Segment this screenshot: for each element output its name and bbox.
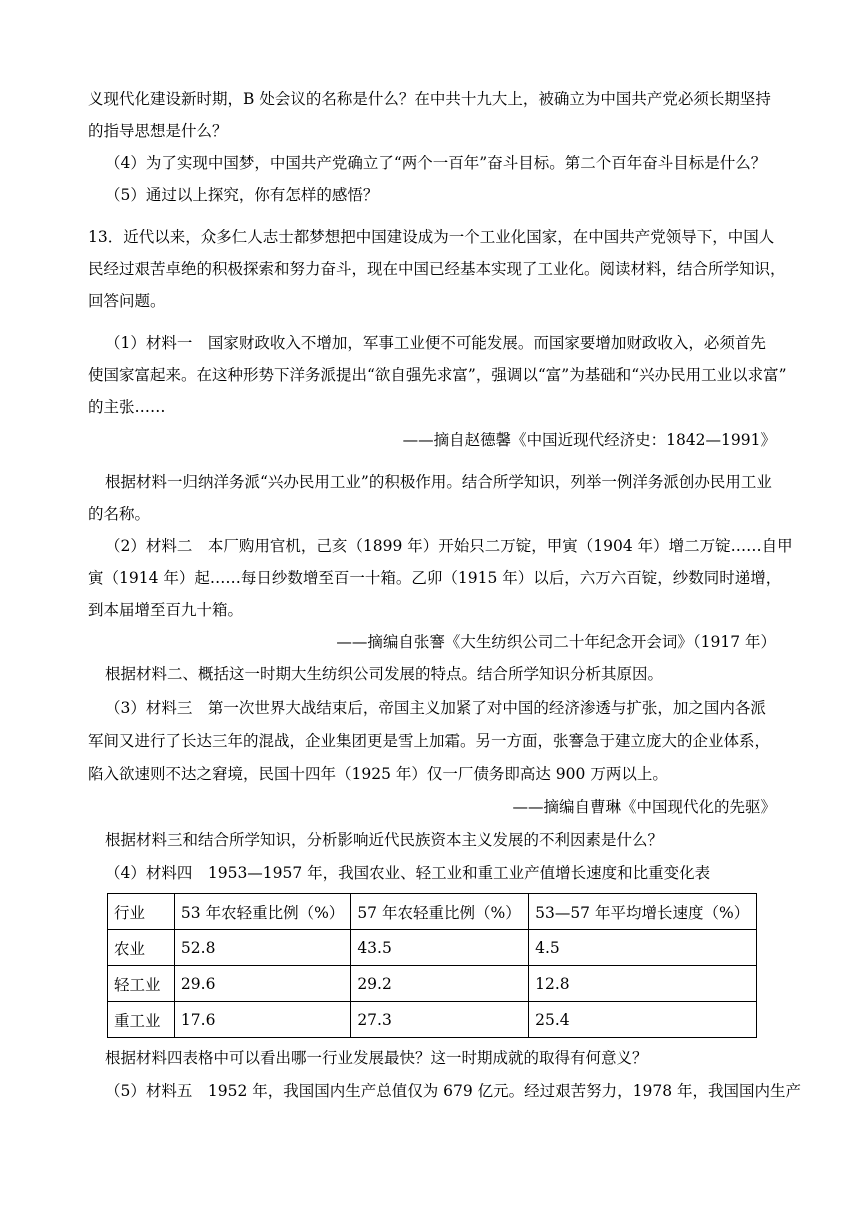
table-cell: 43.5 — [351, 930, 529, 966]
table-row — [108, 930, 757, 966]
question-text: 根据材料四表格中可以看出哪一行业发展最快？这一时期成就的取得有何意义？ — [105, 1049, 648, 1067]
text-line: 的名称。 — [88, 505, 151, 523]
question-text: 根据材料三和结合所学知识，分析影响近代民族资本主义发展的不利因素是什么？ — [105, 831, 664, 849]
source-citation: ——摘自赵德馨《中国近现代经济史：1842—1991》 — [402, 431, 776, 449]
text-line: 义现代化建设新时期，B 处会议的名称是什么？在中共十九大上，被确立为中国共产党必须长期坚持 — [88, 90, 771, 108]
industry-data-table — [107, 893, 757, 1038]
text-line: 民经过艰苦卓绝的积极探索和努力奋斗，现在中国已经基本实现了工业化。阅读材料，结合所学知识， — [88, 260, 786, 278]
text-line: 的指导思想是什么？ — [88, 122, 228, 140]
question-4: （4）为了实现中国梦，中国共产党确立了“两个一百年”奋斗目标。第二个百年奋斗目标是什么？ — [105, 154, 767, 172]
table-cell: 4.5 — [529, 930, 757, 966]
table-cell: 12.8 — [529, 966, 757, 1002]
source-citation: ——摘编自张謇《大生纺织公司二十年纪念开会词》（1917 年） — [336, 633, 776, 651]
material-2: （2）材料二 本厂购用官机，己亥（1899 年）开始只二万锭，甲寅（1904 年）增二万锭……自甲 — [105, 537, 793, 555]
question-text: 根据材料二、概括这一时期大生纺织公司发展的特点。结合所学知识分析其原因。 — [105, 665, 664, 683]
question-text: 根据材料一归纳洋务派“兴办民用工业”的积极作用。结合所学知识，列举一例洋务派创办民用工业 — [105, 473, 772, 491]
material-1: （1）材料一 国家财政收入不增加，军事工业便不可能发展。而国家要增加财政收入，必须首先 — [105, 334, 766, 352]
text-line: 到本届增至百九十箱。 — [88, 601, 244, 619]
text-line: 军间又进行了长达三年的混战，企业集团更是雪上加霜。另一方面，张謇急于建立庞大的企业体系， — [88, 732, 771, 750]
text-line: 陷入欲速则不达之窘境，民国十四年（1925 年）仅一厂债务即高达 900 万两以上。 — [88, 765, 668, 783]
source-citation: ——摘编自曹琳《中国现代化的先驱》 — [512, 798, 776, 816]
material-4-caption: （4）材料四 1953—1957 年，我国农业、轻工业和重工业产值增长速度和比重变化表 — [105, 864, 711, 882]
table-row — [108, 966, 757, 1002]
table-cell: 52.8 — [174, 930, 350, 966]
table-header-row — [108, 894, 757, 930]
table-row — [108, 1002, 757, 1038]
table-header-cell: 53—57 年平均增长速度（%） — [529, 894, 757, 930]
table-cell: 27.3 — [351, 1002, 529, 1038]
table-cell: 重工业 — [108, 1002, 175, 1038]
text-line: 使国家富起来。在这种形势下洋务派提出“欲自强先求富”，强调以“富”为基础和“兴办民用工业以求富” — [88, 366, 787, 384]
table-header-cell: 57 年农轻重比例（%） — [351, 894, 529, 930]
table-cell: 29.6 — [174, 966, 350, 1002]
question-5: （5）通过以上探究，你有怎样的感悟？ — [105, 186, 379, 204]
table-cell: 29.2 — [351, 966, 529, 1002]
text-line: 回答问题。 — [88, 292, 166, 310]
text-line: 寅（1914 年）起……每日纱数增至百一十箱。乙卯（1915 年）以后，六万六百锭，纱数同时递增， — [88, 569, 782, 587]
table-cell: 农业 — [108, 930, 175, 966]
material-5: （5）材料五 1952 年，我国国内生产总值仅为 679 亿元。经过艰苦努力，1978 年，我国国内生产 — [105, 1082, 802, 1100]
text-line: 的主张…… — [88, 398, 166, 416]
material-3: （3）材料三 第一次世界大战结束后，帝国主义加紧了对中国的经济渗透与扩张，加之国内各派 — [105, 699, 766, 717]
table-cell: 轻工业 — [108, 966, 175, 1002]
table-cell: 25.4 — [529, 1002, 757, 1038]
table-cell: 17.6 — [174, 1002, 350, 1038]
table-header-cell: 53 年农轻重比例（%） — [174, 894, 350, 930]
question-13-stem: 13．近代以来，众多仁人志士都梦想把中国建设成为一个工业化国家，在中国共产党领导下，中国人 — [88, 228, 775, 246]
table-header-cell: 行业 — [108, 894, 175, 930]
